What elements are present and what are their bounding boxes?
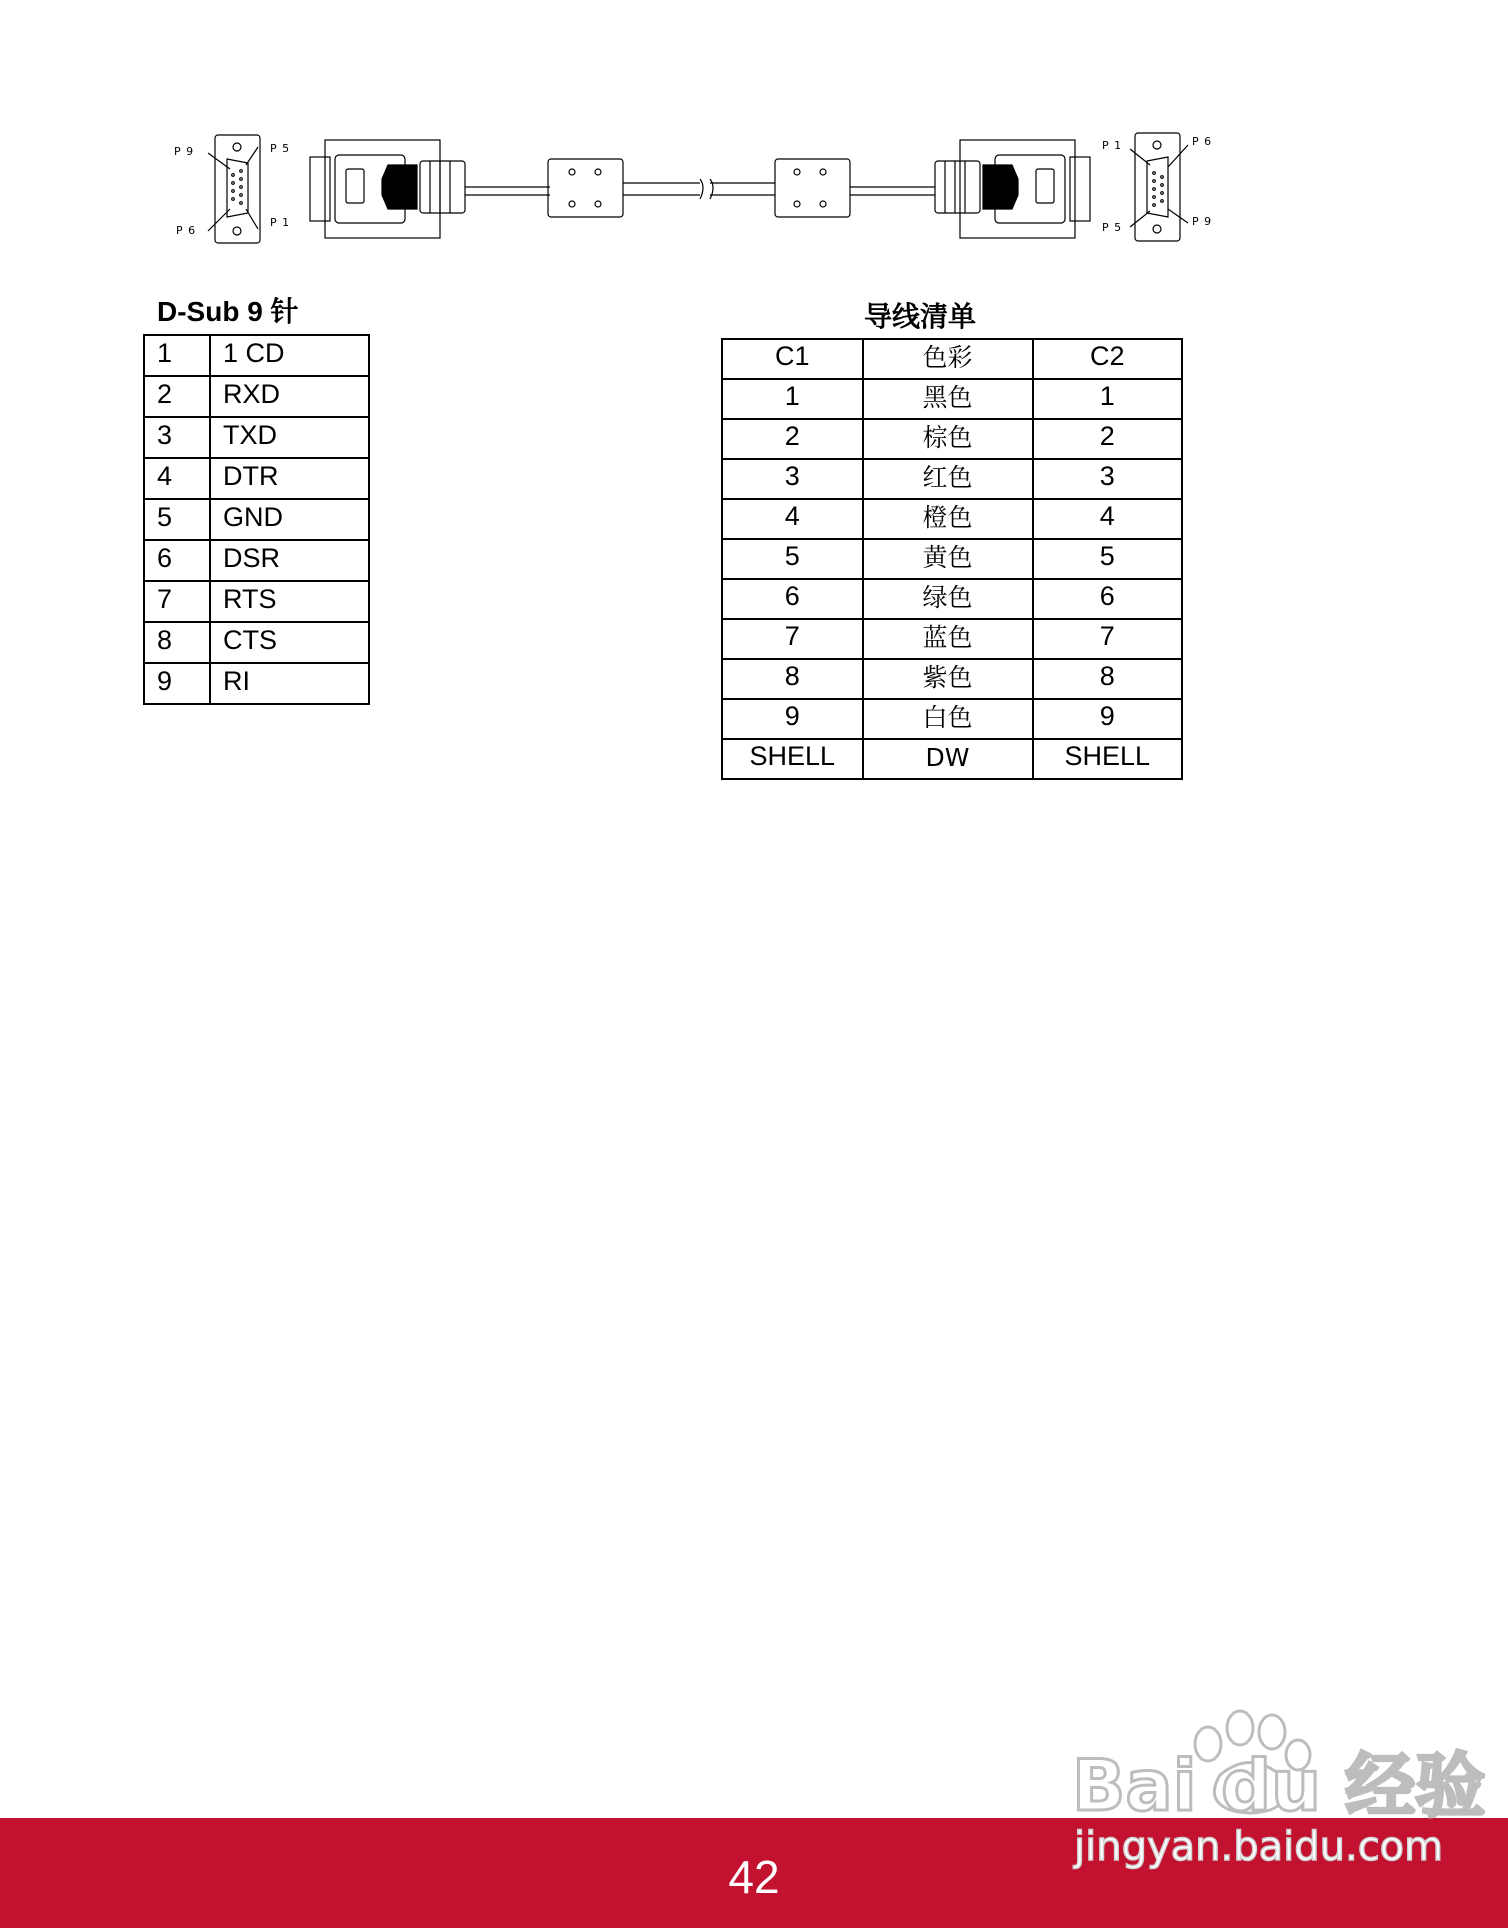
table-row xyxy=(722,739,1182,779)
right-label-p5: P 5 xyxy=(1102,221,1123,234)
pin-signal: GND xyxy=(210,499,369,540)
wire-c1: 4 xyxy=(722,499,863,539)
wire-color: 黑色 xyxy=(863,379,1033,419)
left-ferrite xyxy=(548,159,623,217)
wire-c2: 1 xyxy=(1033,379,1183,419)
table-row xyxy=(144,663,369,704)
pin-signal: TXD xyxy=(210,417,369,458)
wire-color: 紫色 xyxy=(863,659,1033,699)
wire-color: 白色 xyxy=(863,699,1033,739)
table-row xyxy=(722,379,1182,419)
pin-number: 2 xyxy=(144,376,210,417)
right-label-p1: P 1 xyxy=(1102,139,1123,152)
left-label-p1: P 1 xyxy=(270,216,291,229)
table-row xyxy=(722,499,1182,539)
dsub-pin-table xyxy=(143,334,370,705)
wire-c2: 4 xyxy=(1033,499,1183,539)
pin-signal: CTS xyxy=(210,622,369,663)
wire-c1: 1 xyxy=(722,379,863,419)
right-ferrite xyxy=(775,159,850,217)
table-row xyxy=(144,622,369,663)
left-label-p9: P 9 xyxy=(174,145,195,158)
wire-c1: SHELL xyxy=(722,739,863,779)
pin-number: 6 xyxy=(144,540,210,581)
wire-c1: 9 xyxy=(722,699,863,739)
pin-number: 8 xyxy=(144,622,210,663)
wire-color: 蓝色 xyxy=(863,619,1033,659)
left-label-p5: P 5 xyxy=(270,142,291,155)
table-row xyxy=(144,417,369,458)
baidu-watermark xyxy=(1070,1700,1490,1900)
wire-c1: 7 xyxy=(722,619,863,659)
wire-color: 红色 xyxy=(863,459,1033,499)
cable-diagram xyxy=(170,125,1270,250)
table-header-row xyxy=(722,339,1182,379)
table-row xyxy=(144,376,369,417)
baidu-paw-logo xyxy=(1070,1700,1490,1900)
table-row xyxy=(722,699,1182,739)
wire-c1: 5 xyxy=(722,539,863,579)
wire-c1: 8 xyxy=(722,659,863,699)
pin-signal: RTS xyxy=(210,581,369,622)
table-row xyxy=(722,579,1182,619)
table-row xyxy=(722,659,1182,699)
dsub-title: D-Sub 9 针 xyxy=(157,296,299,327)
pin-number: 3 xyxy=(144,417,210,458)
table-row xyxy=(144,335,369,376)
pin-signal: RI xyxy=(210,663,369,704)
wire-c2: 3 xyxy=(1033,459,1183,499)
wire-c2: 5 xyxy=(1033,539,1183,579)
wire-c2: 9 xyxy=(1033,699,1183,739)
pin-number: 5 xyxy=(144,499,210,540)
wire-color: 黄色 xyxy=(863,539,1033,579)
header-color: 色彩 xyxy=(863,339,1033,379)
wire-list-title: 导线清单 xyxy=(864,301,977,332)
pin-number: 4 xyxy=(144,458,210,499)
wire-c2: 8 xyxy=(1033,659,1183,699)
wire-c2: SHELL xyxy=(1033,739,1183,779)
left-label-p6: P 6 xyxy=(176,224,197,237)
wire-c1: 2 xyxy=(722,419,863,459)
pin-signal: RXD xyxy=(210,376,369,417)
wire-c2: 2 xyxy=(1033,419,1183,459)
table-row xyxy=(144,540,369,581)
table-row xyxy=(144,458,369,499)
table-row xyxy=(144,499,369,540)
wire-color: 橙色 xyxy=(863,499,1033,539)
wire-c1: 6 xyxy=(722,579,863,619)
table-row xyxy=(722,619,1182,659)
table-row xyxy=(722,539,1182,579)
table-row xyxy=(722,459,1182,499)
pin-signal: DTR xyxy=(210,458,369,499)
wire-c1: 3 xyxy=(722,459,863,499)
table-row xyxy=(144,581,369,622)
right-label-p6: P 6 xyxy=(1192,135,1213,148)
right-label-p9: P 9 xyxy=(1192,215,1213,228)
wire-color: 棕色 xyxy=(863,419,1033,459)
cable-illustration xyxy=(170,125,1270,250)
wire-c2: 6 xyxy=(1033,579,1183,619)
pin-number: 7 xyxy=(144,581,210,622)
pin-signal: DSR xyxy=(210,540,369,581)
header-c1: C1 xyxy=(722,339,863,379)
header-c2: C2 xyxy=(1033,339,1183,379)
watermark-brand: Bai du 经验 xyxy=(1072,1745,1486,1827)
wire-color: 绿色 xyxy=(863,579,1033,619)
page-number: 42 xyxy=(728,1851,780,1903)
table-row xyxy=(722,419,1182,459)
watermark-url: jingyan.baidu.com xyxy=(1074,1824,1444,1870)
wire-c2: 7 xyxy=(1033,619,1183,659)
pin-signal: 1 CD xyxy=(210,335,369,376)
pin-number: 9 xyxy=(144,663,210,704)
pin-number: 1 xyxy=(144,335,210,376)
wire-color: DW xyxy=(863,739,1033,779)
wire-list-table xyxy=(721,338,1183,780)
